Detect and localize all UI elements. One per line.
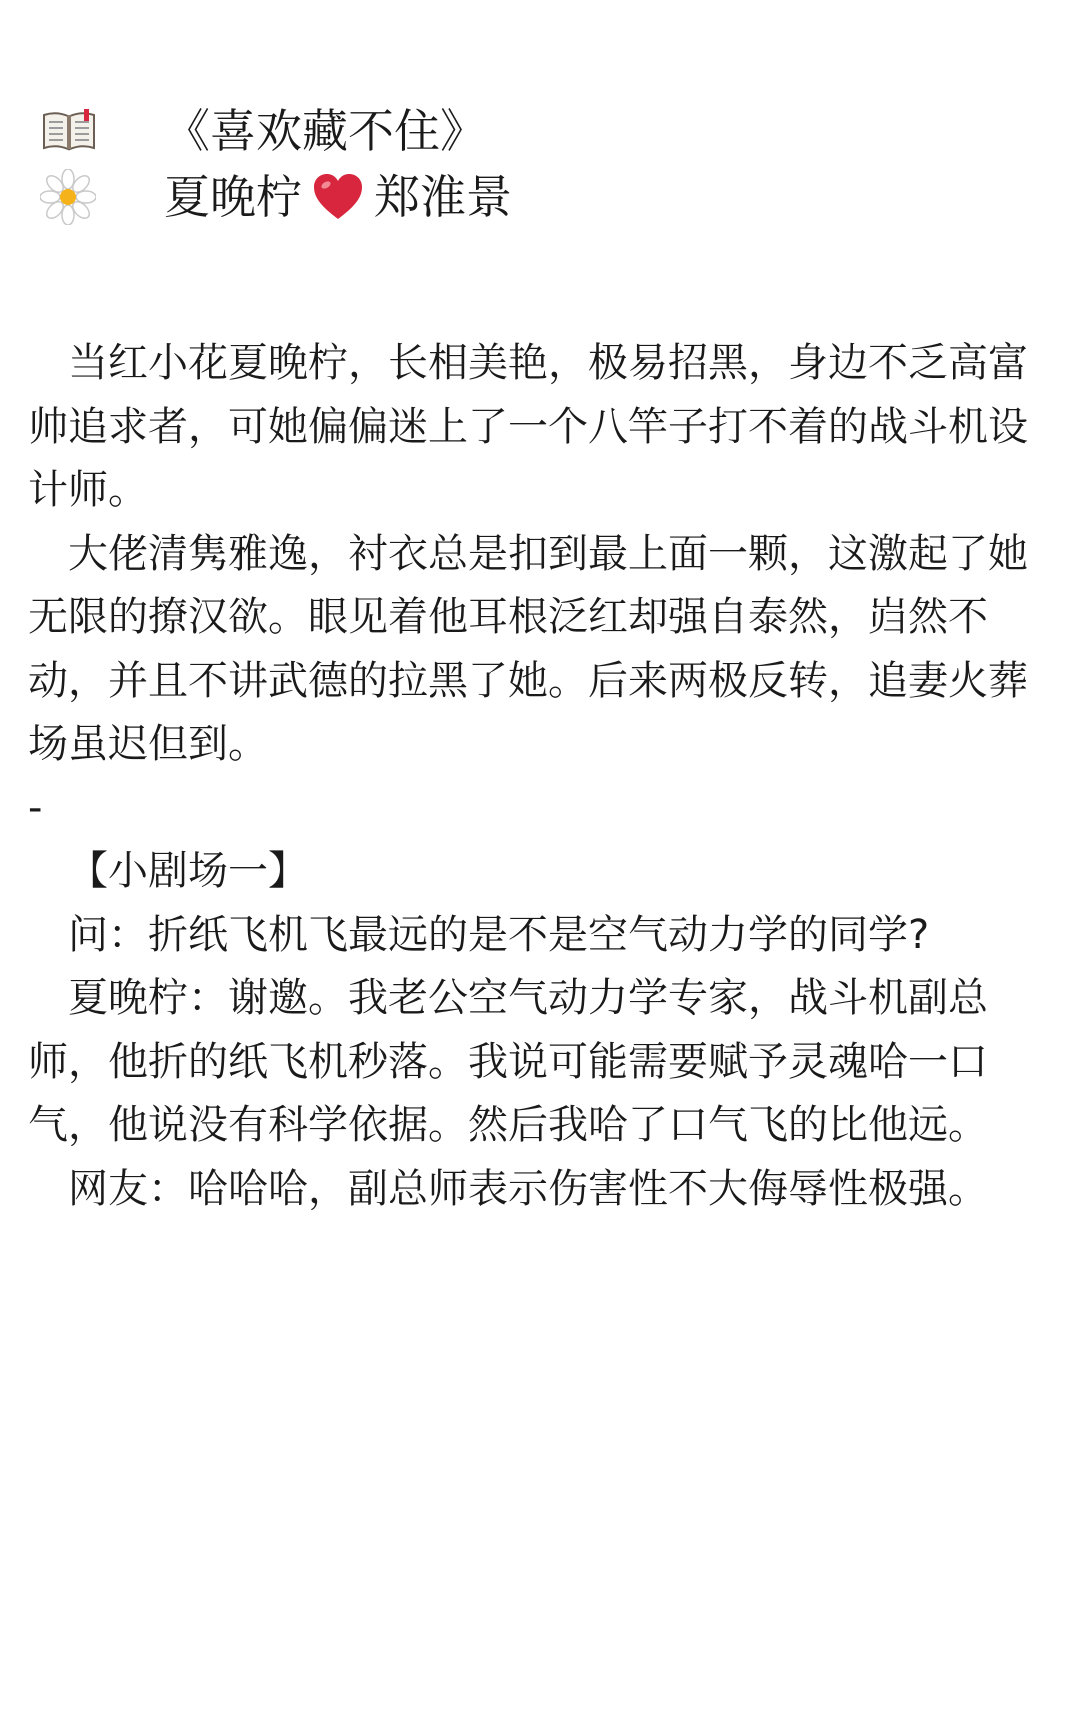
scene-title: 【小剧场一】 xyxy=(68,848,308,894)
book-header xyxy=(40,98,1040,230)
separator: - xyxy=(28,784,43,831)
scene-question: 问：折纸飞机飞最远的是不是空气动力学的同学? xyxy=(68,911,930,958)
daisy-icon xyxy=(40,164,112,230)
book-title-line xyxy=(40,98,1040,164)
hero-name: 郑淮景 xyxy=(374,170,512,224)
scene-answer-1: 夏晚柠：谢邀。我老公空气动力学专家，战斗机副总师，他折的纸飞机秒落。我说可能需要赋予灵魂哈一口气，他说没有科学依据。然后我哈了口气飞的比他远。 xyxy=(28,975,988,1148)
red-heart-icon xyxy=(312,173,364,221)
synopsis-paragraph-1: 当红小花夏晚柠，长相美艳，极易招黑，身边不乏高富帅追求者，可她偏偏迷上了一个八竿子打不着的战斗机设计师。 xyxy=(28,340,1028,513)
open-book-icon xyxy=(40,98,112,164)
couple-line xyxy=(40,164,1040,230)
scene-answer-2: 网友：哈哈哈，副总师表示伤害性不大侮辱性极强。 xyxy=(68,1165,988,1212)
book-title: 《喜欢藏不住》 xyxy=(164,104,486,158)
synopsis-paragraph-2: 大佬清隽雅逸，衬衣总是扣到最上面一颗，这激起了她无限的撩汉欲。眼见着他耳根泛红却强自泰然，岿然不动，并且不讲武德的拉黑了她。后来两极反转，追妻火葬场虽迟但到。 xyxy=(28,530,1028,767)
heroine-name: 夏晚柠 xyxy=(164,170,302,224)
synopsis xyxy=(28,332,1058,1221)
